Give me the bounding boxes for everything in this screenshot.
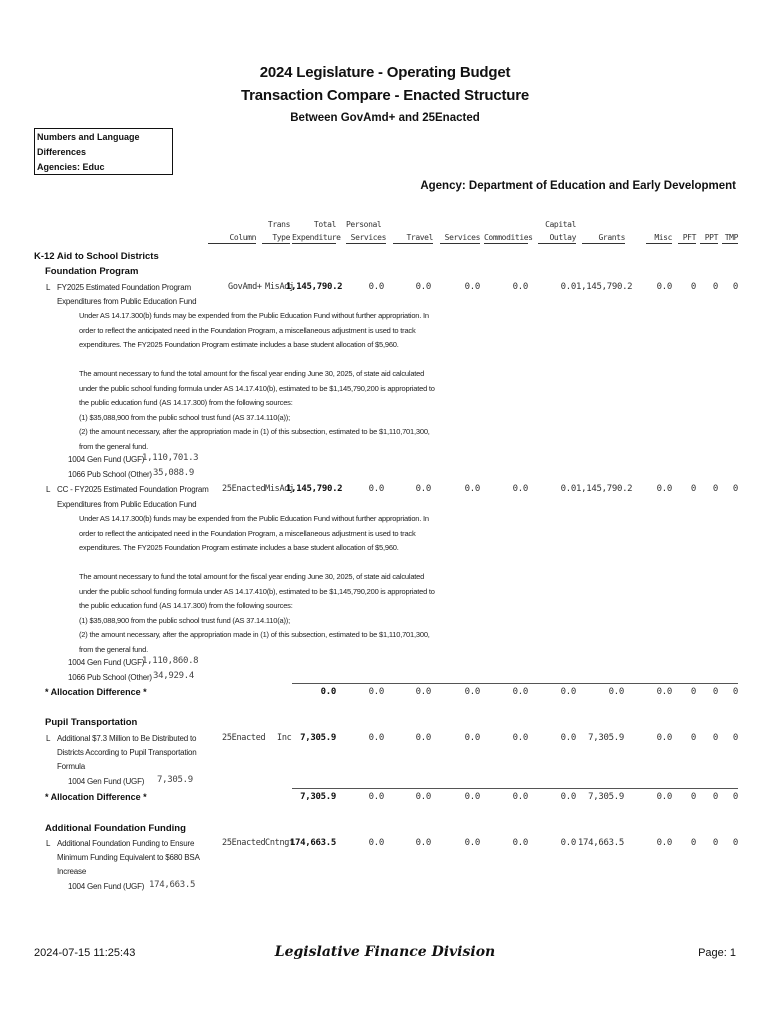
cell-travel: 0.0 bbox=[415, 838, 431, 848]
cell-tmp: 0 bbox=[732, 484, 738, 494]
transaction-title-cont: Expenditures from Public Education Fund bbox=[57, 297, 197, 306]
cell-personal: 0.0 bbox=[368, 733, 384, 743]
col-header-personal-2: Services bbox=[346, 233, 386, 244]
cell-misc: 0.0 bbox=[656, 733, 672, 743]
col-header-tmp: TMP bbox=[722, 233, 738, 244]
cell-commodities: 0.0 bbox=[512, 733, 528, 743]
cell-personal: 0.0 bbox=[368, 484, 384, 494]
cell-tmp: 0 bbox=[732, 733, 738, 743]
fund-source-name: 1004 Gen Fund (UGF) bbox=[68, 658, 145, 667]
col-header-travel: Travel bbox=[393, 233, 433, 244]
report-subtitle: Between GovAmd+ and 25Enacted bbox=[290, 112, 480, 124]
cell-tmp: 0 bbox=[732, 687, 738, 697]
col-header-pft: PFT bbox=[678, 233, 696, 244]
cell-ppt: 0 bbox=[712, 484, 718, 494]
cell-ppt: 0 bbox=[712, 838, 718, 848]
col-header-column: Column bbox=[208, 233, 256, 244]
filter-box-line2: Differences bbox=[37, 147, 87, 157]
cell-travel: 0.0 bbox=[415, 687, 431, 697]
report-title-line1: 2024 Legislature - Operating Budget bbox=[259, 64, 511, 81]
allocation-title: Foundation Program bbox=[45, 266, 139, 277]
cell-personal: 0.0 bbox=[368, 687, 384, 697]
cell-services: 0.0 bbox=[464, 733, 480, 743]
cell-ppt: 0 bbox=[712, 282, 718, 292]
transaction-title-cont: Increase bbox=[57, 867, 87, 876]
allocation-difference-label: * Allocation Difference * bbox=[45, 792, 147, 802]
cell-travel: 0.0 bbox=[415, 484, 431, 494]
cell-total: 0.0 bbox=[320, 687, 336, 697]
cell-misc: 0.0 bbox=[656, 838, 672, 848]
cell-grants: 7,305.9 bbox=[588, 792, 624, 802]
footer-division: Legislative Finance Division bbox=[274, 944, 496, 960]
cell-commodities: 0.0 bbox=[512, 282, 528, 292]
agency-title: Agency: Department of Education and Early Development bbox=[420, 180, 736, 192]
transaction-description: Under AS 14.17.300(b) funds may be expended from the Public Education Fund without further appropriation. In order to reflect the anticipated need in the Foundation Program, a miscellaneous adjustment is used to track expenditures. The FY2025 Foundation Program estimate includes a base student allocation of $5,960. The amount necessary to fund the total amount for the fiscal year ending June 30, 2025, of state aid calculated under the public school funding formula under AS 14.17.410(b), estimated to be $1,145,790,200 is appropriated to the public education fund (AS 14.17.300) from the following sources: (1) $35,088,900 from the public school trust fund (AS 37.14.110(a)); (2) the amount necessary, after the appropriation made in (1) of this subsection, estimated to be $1,110,701,300, from the general fund. bbox=[79, 514, 435, 654]
appropriation-title: K-12 Aid to School Districts bbox=[34, 251, 159, 262]
col-header-services: Services bbox=[440, 233, 480, 244]
transaction-title: Additional $7.3 Million to Be Distributed to bbox=[57, 734, 197, 743]
cell-personal: 0.0 bbox=[368, 838, 384, 848]
fund-source-name: 1004 Gen Fund (UGF) bbox=[68, 882, 145, 891]
transaction-marker: L bbox=[46, 734, 51, 743]
filter-box-line3: Agencies: Educ bbox=[37, 162, 105, 172]
cell-ppt: 0 bbox=[712, 687, 718, 697]
fund-source-amount: 7,305.9 bbox=[157, 775, 193, 785]
cell-personal: 0.0 bbox=[368, 282, 384, 292]
cell-grants: 174,663.5 bbox=[577, 838, 624, 848]
footer-timestamp: 2024-07-15 11:25:43 bbox=[34, 947, 136, 959]
cell-pft: 0 bbox=[690, 792, 696, 802]
cell-column: 25Enacted bbox=[222, 838, 266, 848]
fund-source-name: 1066 Pub School (Other) bbox=[68, 673, 152, 682]
fund-source-name: 1066 Pub School (Other) bbox=[68, 470, 152, 479]
transaction-marker: L bbox=[46, 283, 51, 292]
fund-source-amount: 1,110,860.8 bbox=[142, 656, 199, 666]
cell-column: GovAmd+ bbox=[228, 282, 262, 292]
transaction-marker: L bbox=[46, 485, 51, 494]
cell-travel: 0.0 bbox=[415, 733, 431, 743]
cell-grants: 7,305.9 bbox=[588, 733, 624, 743]
fund-source-amount: 34,929.4 bbox=[153, 671, 194, 681]
col-header-total-1: Total bbox=[313, 220, 336, 229]
cell-column: 25Enacted bbox=[222, 484, 266, 494]
cell-commodities: 0.0 bbox=[512, 687, 528, 697]
cell-grants: 1,145,790.2 bbox=[576, 282, 633, 292]
cell-capital: 0.0 bbox=[560, 838, 576, 848]
cell-misc: 0.0 bbox=[656, 792, 672, 802]
cell-grants: 0.0 bbox=[608, 687, 624, 697]
cell-pft: 0 bbox=[690, 838, 696, 848]
col-header-grants: Grants bbox=[582, 233, 625, 244]
cell-trans-type: Cntngt bbox=[265, 838, 294, 848]
col-header-personal-1: Personal bbox=[346, 220, 382, 229]
cell-services: 0.0 bbox=[464, 484, 480, 494]
cell-services: 0.0 bbox=[464, 838, 480, 848]
cell-misc: 0.0 bbox=[656, 687, 672, 697]
transaction-title-cont: Districts According to Pupil Transportation bbox=[57, 748, 197, 757]
cell-commodities: 0.0 bbox=[512, 838, 528, 848]
cell-capital: 0.0 bbox=[560, 687, 576, 697]
cell-ppt: 0 bbox=[712, 792, 718, 802]
transaction-title: FY2025 Estimated Foundation Program bbox=[57, 283, 191, 292]
filter-box-line1: Numbers and Language bbox=[37, 132, 140, 142]
cell-pft: 0 bbox=[690, 282, 696, 292]
cell-pft: 0 bbox=[690, 484, 696, 494]
col-header-capital-1: Capital bbox=[545, 220, 576, 229]
cell-misc: 0.0 bbox=[656, 282, 672, 292]
cell-pft: 0 bbox=[690, 687, 696, 697]
cell-trans-type: MisAdj bbox=[265, 282, 294, 292]
cell-commodities: 0.0 bbox=[512, 484, 528, 494]
cell-services: 0.0 bbox=[464, 792, 480, 802]
transaction-title: CC - FY2025 Estimated Foundation Program bbox=[57, 485, 209, 494]
allocation-title: Pupil Transportation bbox=[45, 717, 138, 728]
col-header-commodities: Commodities bbox=[484, 233, 533, 242]
fund-source-name: 1004 Gen Fund (UGF) bbox=[68, 455, 145, 464]
transaction-title-cont: Minimum Funding Equivalent to $680 BSA bbox=[57, 853, 200, 862]
fund-source-amount: 1,110,701.3 bbox=[142, 453, 199, 463]
transaction-title: Additional Foundation Funding to Ensure bbox=[57, 839, 195, 848]
filter-box bbox=[34, 128, 173, 175]
cell-trans-type: MisAdj bbox=[265, 484, 294, 494]
cell-tmp: 0 bbox=[732, 792, 738, 802]
cell-total: 7,305.9 bbox=[300, 792, 336, 802]
cell-capital: 0.0 bbox=[560, 792, 576, 802]
fund-source-amount: 174,663.5 bbox=[149, 880, 196, 890]
cell-capital: 0.0 bbox=[560, 484, 576, 494]
transaction-title-cont: Expenditures from Public Education Fund bbox=[57, 500, 197, 509]
transaction-marker: L bbox=[46, 839, 51, 848]
cell-tmp: 0 bbox=[732, 282, 738, 292]
cell-pft: 0 bbox=[690, 733, 696, 743]
report-title-line2: Transaction Compare - Enacted Structure bbox=[240, 87, 530, 104]
cell-total: 1,145,790.2 bbox=[286, 282, 343, 292]
transaction-title-cont: Formula bbox=[57, 762, 85, 771]
total-rule bbox=[292, 683, 738, 684]
allocation-difference-label: * Allocation Difference * bbox=[45, 687, 147, 697]
cell-trans-type: Inc bbox=[277, 733, 292, 743]
cell-tmp: 0 bbox=[732, 838, 738, 848]
cell-ppt: 0 bbox=[712, 733, 718, 743]
cell-total: 174,663.5 bbox=[289, 838, 336, 848]
total-rule bbox=[292, 788, 738, 789]
cell-personal: 0.0 bbox=[368, 792, 384, 802]
cell-total: 7,305.9 bbox=[300, 733, 336, 743]
col-header-trans-2: Type bbox=[262, 233, 290, 244]
col-header-capital-2: Outlay bbox=[538, 233, 576, 244]
cell-misc: 0.0 bbox=[656, 484, 672, 494]
cell-grants: 1,145,790.2 bbox=[576, 484, 633, 494]
cell-capital: 0.0 bbox=[560, 733, 576, 743]
col-header-total-2: Expenditure bbox=[292, 233, 341, 242]
cell-services: 0.0 bbox=[464, 687, 480, 697]
cell-capital: 0.0 bbox=[560, 282, 576, 292]
col-header-trans-1: Trans bbox=[267, 220, 290, 229]
cell-total: 1,145,790.2 bbox=[286, 484, 343, 494]
col-header-ppt: PPT bbox=[700, 233, 718, 244]
fund-source-name: 1004 Gen Fund (UGF) bbox=[68, 777, 145, 786]
fund-source-amount: 35,088.9 bbox=[153, 468, 194, 478]
col-header-misc: Misc bbox=[646, 233, 672, 244]
cell-commodities: 0.0 bbox=[512, 792, 528, 802]
allocation-title: Additional Foundation Funding bbox=[45, 823, 186, 834]
cell-travel: 0.0 bbox=[415, 282, 431, 292]
footer-page-number: Page: 1 bbox=[698, 947, 736, 959]
cell-column: 25Enacted bbox=[222, 733, 266, 743]
transaction-description: Under AS 14.17.300(b) funds may be expended from the Public Education Fund without further appropriation. In order to reflect the anticipated need in the Foundation Program, a miscellaneous adjustment is used to track expenditures. The FY2025 Foundation Program estimate includes a base student allocation of $5,960. The amount necessary to fund the total amount for the fiscal year ending June 30, 2025, of state aid calculated under the public school funding formula under AS 14.17.410(b), estimated to be $1,145,790,200 is appropriated to the public education fund (AS 14.17.300) from the following sources: (1) $35,088,900 from the public school trust fund (AS 37.14.110(a)); (2) the amount necessary, after the appropriation made in (1) of this subsection, estimated to be $1,110,701,300, from the general fund. bbox=[79, 311, 435, 451]
cell-travel: 0.0 bbox=[415, 792, 431, 802]
cell-services: 0.0 bbox=[464, 282, 480, 292]
